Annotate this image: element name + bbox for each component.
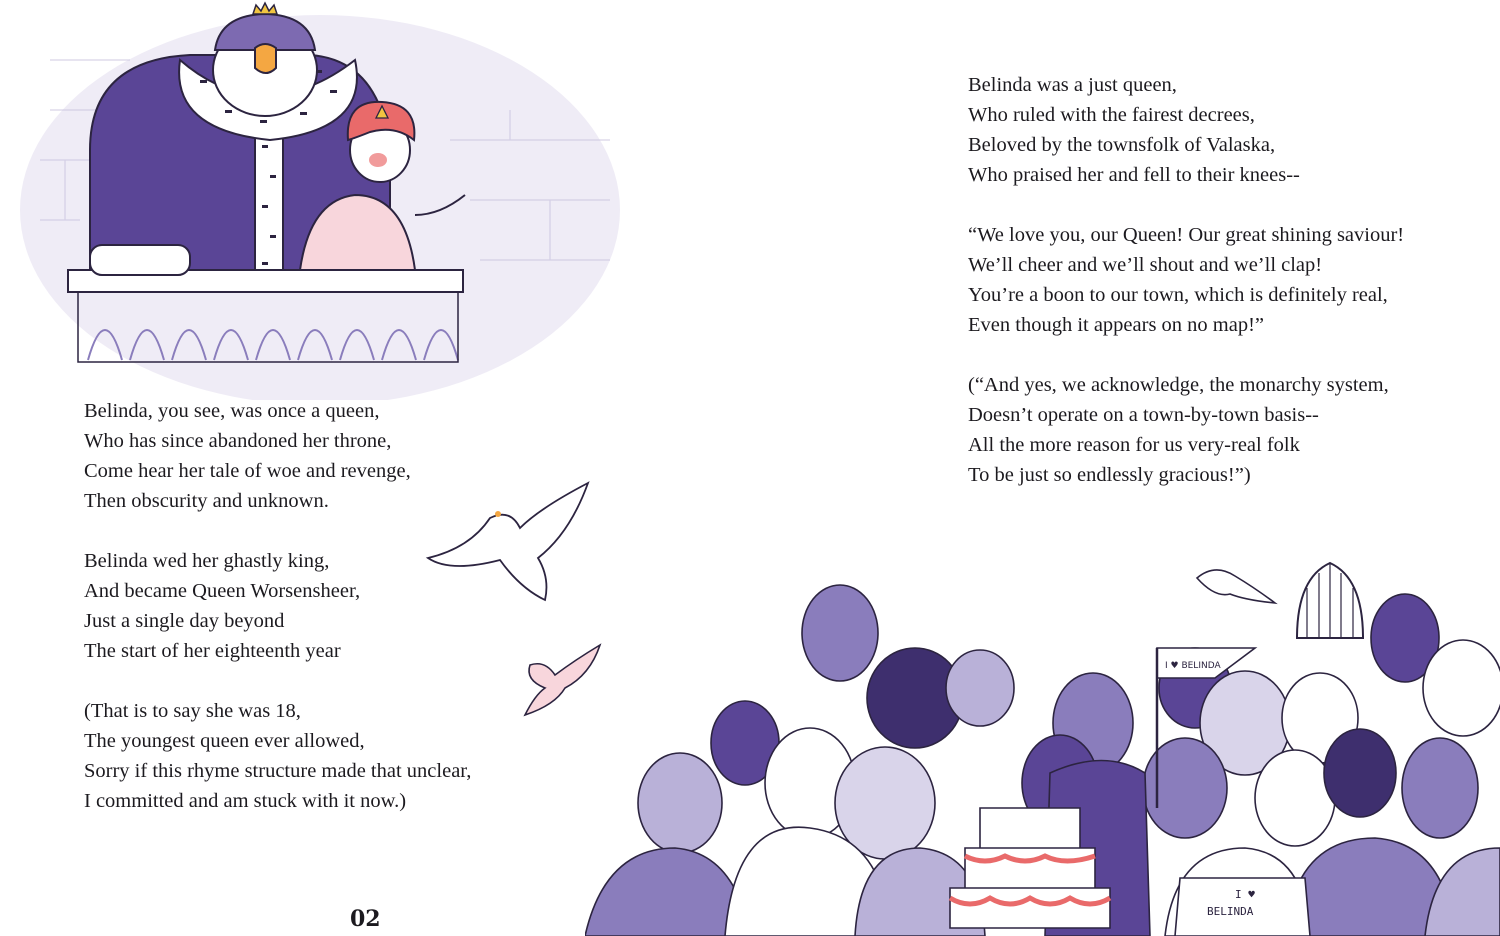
poem-line: Who ruled with the fairest decrees, <box>968 104 1255 126</box>
king-nose <box>255 44 276 73</box>
left-stanza-2 <box>84 546 604 666</box>
poem-line: We’ll cheer and we’ll shout and we’ll clap! <box>968 254 1323 276</box>
poem-line: To be just so endlessly gracious!”) <box>968 464 1251 486</box>
poem-line: Sorry if this rhyme structure made that unclear, <box>84 760 472 782</box>
poem-line: And became Queen Worsensheer, <box>84 580 361 602</box>
poem-line: I committed and am stuck with it now.) <box>84 790 407 812</box>
poem-line: Beloved by the townsfolk of Valaska, <box>968 134 1276 156</box>
left-stanza-1 <box>84 396 604 516</box>
dove-icon <box>1197 570 1275 603</box>
left-stanza-3 <box>84 696 604 816</box>
poem-line: Doesn’t operate on a town-by-town basis-- <box>968 404 1319 426</box>
poem-line: “We love you, our Queen! Our great shining saviour! <box>968 224 1405 246</box>
poem-line: Belinda, you see, was once a queen, <box>84 400 380 422</box>
poem-line: All the more reason for us very-real folk <box>968 434 1300 456</box>
shirt-text-bottom: BELINDA <box>1207 905 1254 918</box>
crown-icon <box>253 3 277 14</box>
left-page-poem <box>84 396 604 846</box>
poem-line: Then obscurity and unknown. <box>84 490 329 512</box>
poem-line: Even though it appears on no map!” <box>968 314 1265 336</box>
pennant-text: I ♥ BELINDA <box>1165 661 1221 671</box>
poem-line: Belinda was a just queen, <box>968 74 1177 96</box>
poem-line: The youngest queen ever allowed, <box>84 730 365 752</box>
page-number: 02 <box>350 906 381 932</box>
poem-line: Who has since abandoned her throne, <box>84 430 392 452</box>
king-queen-balcony-illustration <box>10 0 630 400</box>
poem-line: Come hear her tale of woe and revenge, <box>84 460 411 482</box>
poem-line: Belinda wed her ghastly king, <box>84 550 330 572</box>
right-stanza-2 <box>968 220 1488 340</box>
crowd-celebration-illustration <box>585 548 1500 936</box>
poem-line: Just a single day beyond <box>84 610 285 632</box>
right-stanza-1 <box>968 70 1488 190</box>
right-stanza-3 <box>968 370 1488 490</box>
poem-line: Who praised her and fell to their knees-- <box>968 164 1300 186</box>
poem-line: The start of her eighteenth year <box>84 640 341 662</box>
poem-line: You’re a boon to our town, which is definitely real, <box>968 284 1388 306</box>
right-page-poem <box>968 70 1488 520</box>
poem-line: (That is to say she was 18, <box>84 700 301 722</box>
poem-line: (“And yes, we acknowledge, the monarchy system, <box>968 374 1389 396</box>
shirt-text-top: I ♥ <box>1235 888 1255 901</box>
